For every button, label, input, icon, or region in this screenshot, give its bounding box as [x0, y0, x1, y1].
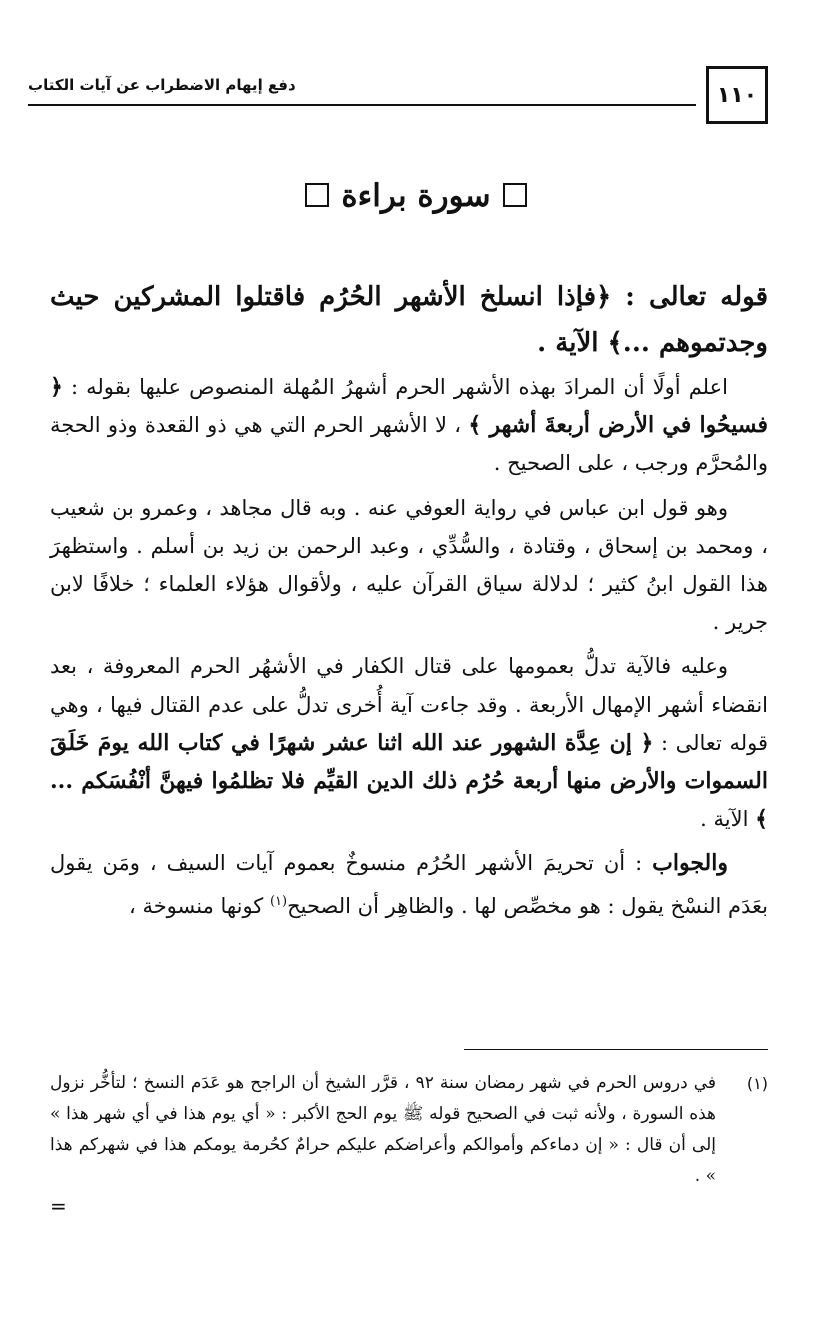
paragraph-text: اعلم أولًا أن المرادَ بهذه الأشهر الحرم أشهرُ المُهلة المنصوص عليها بقوله :	[62, 375, 728, 399]
paragraph: وهو قول ابن عباس في رواية العوفي عنه . وبه قال مجاهد ، وعمرو بن شعيب ، ومحمد بن إسحاق ، وقتادة ، والسُّدِّي ، وعبد الرحمن بن زيد بن أسلم . واستظهرَ هذا القول ابنُ كثير ؛ لدلالة سياق القرآن عليه ، ولأقوال هؤلاء العلماء ؛ خلافًا لابن جرير .	[50, 495, 768, 635]
surah-title	[0, 178, 832, 214]
footnote-rule	[464, 1049, 768, 1050]
quran-quote: ﴿ إن عِدَّة الشهور عند الله اثنا عشر شهرًا في كتاب الله يومَ خَلَقَ السموات والأرض منها أربعة حُرُم ذلك الدين القيِّم فلا تظلمُوا فيهنَّ أنْفُسَكم ... ﴾	[50, 729, 768, 833]
footnote-reference[interactable]: (١)	[269, 893, 288, 909]
paragraph-text: ، لا الأشهر الحرم التي هي ذو القعدة وذو الحجة والمُحرَّم ورجب ، على الصحيح .	[50, 413, 768, 476]
surah-title-text: سورة براءة	[341, 178, 491, 214]
paragraph-text: : أن تحريمَ الأشهر الحُرُم منسوخٌ بعموم آيات السيف ، ومَن يقول بعَدَم النسْخ يقول : هو مخصِّص لها . والظاهِر أن الصحيح	[50, 851, 768, 918]
page-number: ١١٠	[706, 66, 768, 124]
paragraph	[50, 844, 768, 924]
paragraph-text: الآية .	[700, 807, 756, 832]
paragraph	[50, 368, 768, 483]
main-text	[50, 368, 768, 925]
footnote-marker: (١)	[746, 1074, 768, 1093]
paragraph-text: كونها منسوخة ،	[128, 893, 270, 918]
verse-heading: قوله تعالى : ﴿فإذا انسلخ الأشهر الحُرُم فاقتلوا المشركين حيث وجدتموهم ...﴾ الآية .	[50, 282, 768, 358]
answer-lead: والجواب	[652, 850, 728, 877]
footnote	[50, 1068, 768, 1192]
paragraph	[50, 647, 768, 838]
paragraph-text: وعليه فالآية تدلُّ بعمومها على قتال الكفار في الأشهُر الحرم المعروفة ، بعد انقضاء أشهر الإمهال الأربعة . وقد جاءت آية أُخرى تدلُّ على عدم القتال فيها ، وهي قوله تعالى :	[50, 654, 768, 755]
continuation-mark: =	[50, 1194, 67, 1218]
square-ornament-icon	[503, 183, 527, 207]
running-header	[28, 66, 768, 126]
square-ornament-icon	[305, 183, 329, 207]
quran-quote: ﴿ فسيحُوا في الأرض أربعةَ أشهر ﴾	[50, 374, 768, 439]
header-rule	[28, 104, 696, 106]
footnote-text: في دروس الحرم في شهر رمضان سنة ٩٢ ، قرَّر الشيخ أن الراجح هو عَدَم النسخ ؛ لتأخُّر نزول هذه السورة ، ولأنه ثبت في الصحيح قوله ﷺ يوم الحج الأكبر : « أي يوم هذا في أي شهر هذا » إلى أن قال : « إن دماءكم وأموالكم وأعراضكم عليكم حرامٌ كحُرمة يومكم هذا في شهركم هذا » .	[50, 1073, 716, 1186]
running-title: دفع إيهام الاضطراب عن آيات الكتاب	[28, 76, 296, 94]
